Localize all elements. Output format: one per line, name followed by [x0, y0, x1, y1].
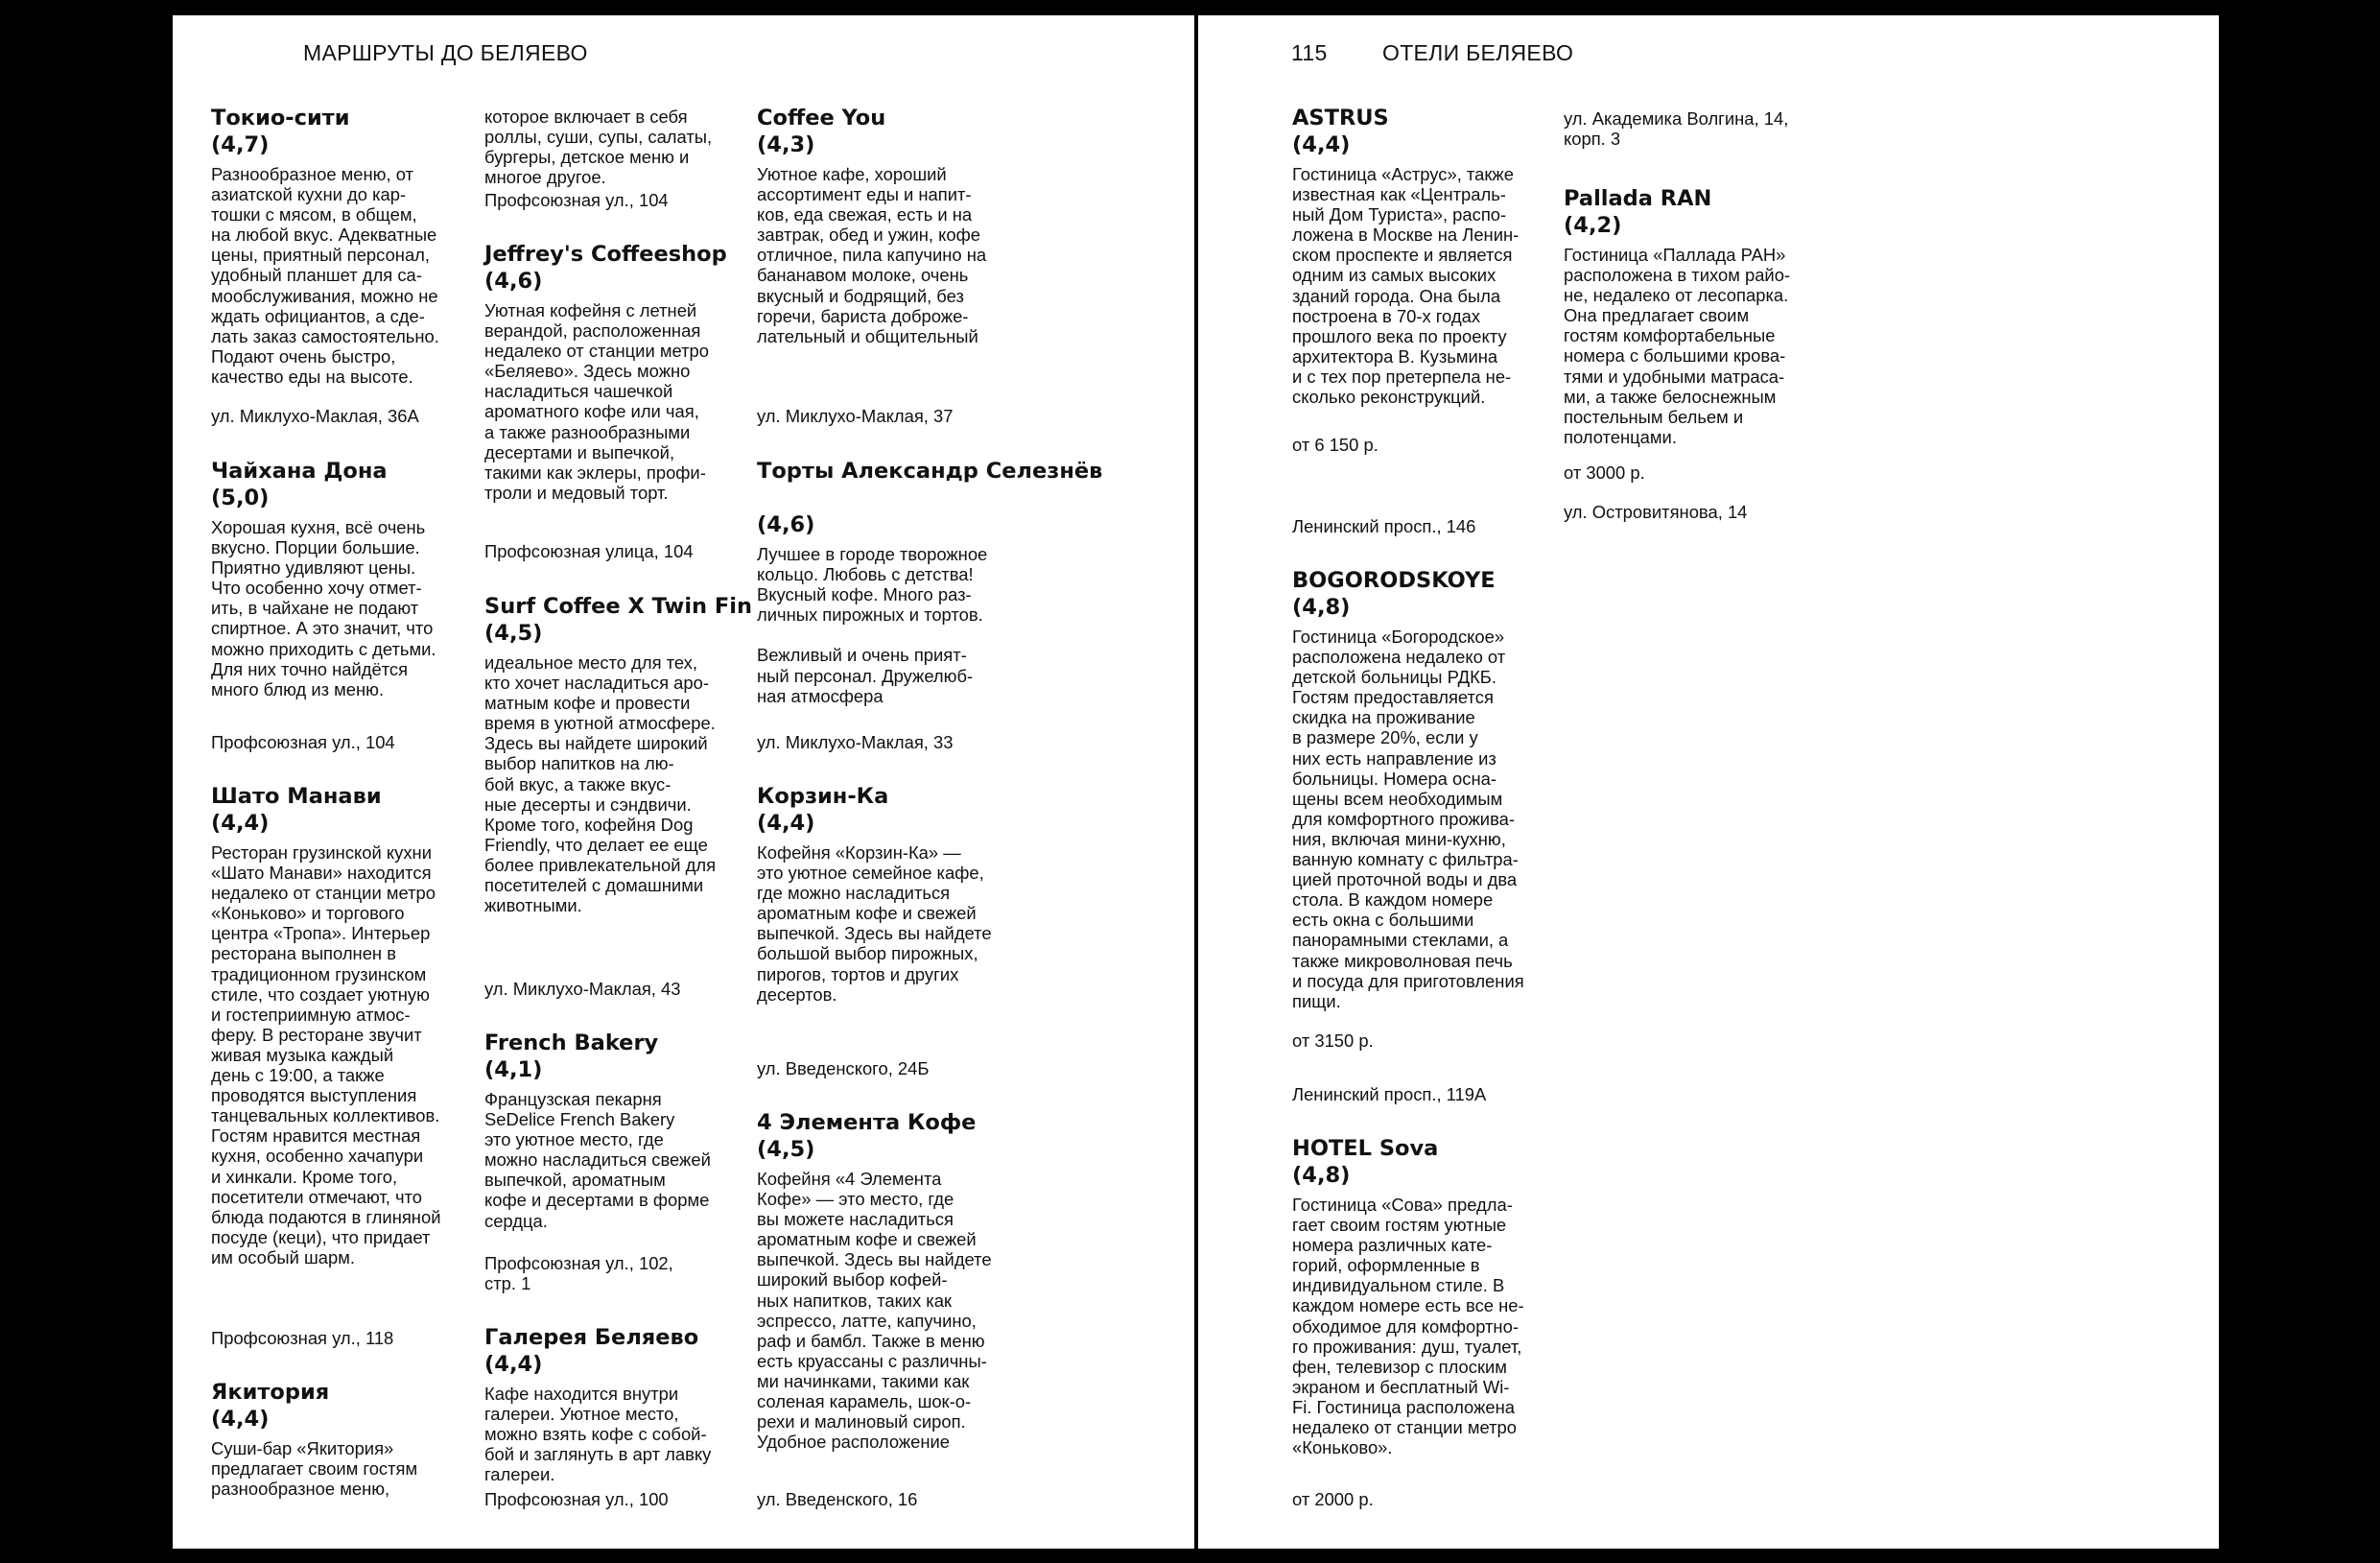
entry-rating: (4,3) [757, 132, 815, 157]
entry-rating: (4,1) [484, 1057, 543, 1082]
entry-title: Галерея Беляево [484, 1325, 699, 1350]
entry-address: Профсоюзная ул., 104 [484, 190, 669, 210]
entry-description: Лучшее в городе творожное кольцо. Любовь с детства! Вкусный кофе. Много раз- личных пирожных и тортов. Вежливый и очень прият- ный персонал. Дружелюб- ная атмосфера [757, 544, 988, 706]
entry-address: ул. Введенского, 16 [757, 1489, 918, 1509]
entry-description: Гостиница «Аструс», также известная как «Централь- ный Дом Туриста», распо- ложена в Москве на Ленин- ском проспекте и является одним из самых высоких зданий города. Она была построена в 70-х годах прошлого века по проекту архитектора В. Кузьмина и с тех пор претерпела не- сколько реконструкций. [1292, 164, 1520, 408]
entry-title: Jeffrey's Coffeeshop [484, 242, 727, 267]
entry-description: Кофейня «Корзин-Ка» — это уютное семейное кафе, где можно насладиться ароматным кофе и свежей выпечкой. Здесь вы найдете большой выбор пирожных, пирогов, тортов и других десертов. [757, 842, 992, 1005]
entry-address: ул. Миклухо-Маклая, 37 [757, 406, 954, 426]
entry-address: Профсоюзная ул., 118 [211, 1328, 394, 1348]
entry-description: Уютное кафе, хороший ассортимент еды и напит- ков, еда свежая, есть и на завтрак, обед и ужин, кофе отличное, пила капучино на бананавом молоке, очень вкусный и бодрящий, без горечи, бариста доброже- лательный и общительный [757, 164, 987, 346]
entry-address: ул. Введенского, 24Б [757, 1058, 930, 1078]
entry-rating: (4,4) [211, 811, 270, 836]
entry-price: от 2000 р. [1292, 1489, 1374, 1509]
right-page [1198, 15, 2219, 1549]
entry-title: 4 Элемента Кофе [757, 1110, 977, 1135]
entry-price: от 6 150 р. [1292, 435, 1379, 455]
entry-address: Ленинский просп., 119А [1292, 1084, 1487, 1104]
entry-address: Ленинский просп., 146 [1292, 516, 1476, 536]
entry-description: Гостиница «Богородское» расположена недалеко от детской больницы РДКБ. Гостям предоставляется скидка на проживание в размере 20%, если у них есть направление из больницы. Номера осна- щены всем необходимым для комфортного прожива- ния, включая мини-кухню, ванную комнату с фильтра- цией проточной воды и два стола. В каждом номере есть окна с большими панорамными стеклами, а также микроволновая печь и посуда для приготовления пищи. [1292, 627, 1524, 1011]
entry-title: Чайхана Дона [211, 459, 388, 484]
entry-description: Гостиница «Паллада РАН» расположена в тихом райо- не, недалеко от лесопарка. Она предлагает своим гостям комфортабельные номера с большими крова- тями и удобными матраса- ми, а также белоснежным постельным бельем и полотенцами. [1564, 245, 1791, 447]
entry-rating: (4,8) [1292, 1163, 1351, 1188]
entry-rating: (4,4) [757, 811, 815, 836]
entry-description: идеальное место для тех, кто хочет насладиться аро- матным кофе и провести время в уютной атмосфере. Здесь вы найдете широкий выбор напитков на лю- бой вкус, а также вкус- ные десерты и сэндвичи. Кроме того, кофейня Dog Friendly, что делает ее еще более привлекательной для посетителей с домашними животными. [484, 652, 717, 916]
entry-title: BOGORODSKOYE [1292, 568, 1496, 593]
entry-price: от 3000 р. [1564, 462, 1645, 483]
entry-rating: (4,4) [484, 1352, 543, 1377]
entry-title: Pallada RAN [1564, 186, 1712, 211]
entry-title: Шато Манави [211, 784, 382, 809]
entry-description: Суши-бар «Якитория» предлагает своим гостям разнообразное меню, [211, 1438, 418, 1500]
entry-title: Якитория [211, 1380, 330, 1405]
entry-rating: (5,0) [211, 485, 270, 510]
entry-price: от 3150 р. [1292, 1030, 1374, 1051]
entry-rating: (4,7) [211, 132, 270, 157]
entry-description: которое включает в себя роллы, суши, супы, салаты, бургеры, детское меню и многое другое. [484, 107, 713, 188]
entry-rating: (4,4) [1292, 132, 1351, 157]
page-header: ОТЕЛИ БЕЛЯЕВО [1382, 40, 1574, 65]
page-number: 115 [1291, 40, 1328, 65]
entry-address: Профсоюзная улица, 104 [484, 541, 694, 561]
entry-address: Профсоюзная ул., 104 [211, 732, 395, 752]
entry-description: Хорошая кухня, всё очень вкусно. Порции большие. Приятно удивляют цены. Что особенно хочу отмет- ить, в чайхане не подают спиртное. А это значит, что можно приходить с детьми. Для них точно найдётся много блюд из меню. [211, 517, 436, 699]
entry-rating: (4,8) [1292, 595, 1351, 620]
entry-description: Уютная кофейня с летней верандой, расположенная недалеко от станции метро «Беляево». Здесь можно насладиться чашечкой ароматного кофе или чая, а также разнообразными десертами и выпечкой, такими как эклеры, профи- троли и медовый торт. [484, 300, 709, 503]
entry-address: ул. Миклухо-Маклая, 43 [484, 979, 681, 999]
entry-rating: (4,6) [484, 269, 543, 294]
entry-address: Профсоюзная ул., 100 [484, 1489, 669, 1509]
entry-rating: (4,2) [1564, 213, 1622, 238]
entry-rating: (4,4) [211, 1407, 270, 1432]
page-header: МАРШРУТЫ ДО БЕЛЯЕВО [303, 40, 588, 65]
entry-rating: (4,5) [757, 1137, 815, 1162]
entry-address: Профсоюзная ул., 102, стр. 1 [484, 1253, 673, 1294]
entry-title: ASTRUS [1292, 106, 1389, 130]
entry-title: Торты Александр Селезнёв [757, 459, 1103, 484]
entry-description: Французская пекарня SeDelice French Bakery это уютное место, где можно насладиться свежей выпечкой, ароматным кофе и десертами в форме сердца. [484, 1089, 711, 1231]
entry-title: Корзин-Ка [757, 784, 889, 809]
entry-description: Кофейня «4 Элемента Кофе» — это место, где вы можете насладиться ароматным кофе и свежей выпечкой. Здесь вы найдете широкий выбор кофей- ных напитков, таких как эспрессо, латте, капучино, раф и бамбл. Также в меню есть круассаны с различны- ми начинками, такими как соленая карамель, шок-о- рехи и малиновый сироп. Удобное расположение [757, 1169, 992, 1453]
entry-rating: (4,6) [757, 512, 815, 537]
entry-title: HOTEL Sova [1292, 1136, 1439, 1161]
left-page [173, 15, 1194, 1549]
entry-address: ул. Островитянова, 14 [1564, 502, 1748, 522]
entry-address: ул. Миклухо-Маклая, 36А [211, 406, 419, 426]
entry-title: Surf Coffee X Twin Fin [484, 594, 752, 619]
entry-description: Кафе находится внутри галереи. Уютное место, можно взять кофе с собой- бой и заглянуть в арт лавку галереи. [484, 1384, 712, 1485]
entry-description: Разнообразное меню, от азиатской кухни до кар- тошки с мясом, в общем, на любой вкус. Адекватные цены, приятный персонал, удобный планшет для са- мообслуживания, можно не ждать официантов, а сде- лать заказ самостоятельно. Подают очень быстро, качество еды на высоте. [211, 164, 439, 387]
entry-rating: (4,5) [484, 621, 543, 646]
entry-address: ул. Академика Волгина, 14, корп. 3 [1564, 108, 1789, 150]
entry-title: French Bakery [484, 1030, 659, 1055]
entry-description: Гостиница «Сова» предла- гает своим гостям уютные номера различных кате- горий, оформленные в индивидуальном стиле. В каждом номере есть все не- обходимое для комфортно- го проживания: душ, туалет, фен, телевизор с плоским экраном и бесплатный Wi- Fi. Гостиница расположена недалеко от станции метро «Коньково». [1292, 1195, 1524, 1458]
entry-title: Coffee You [757, 106, 886, 130]
entry-description: Ресторан грузинской кухни «Шато Манави» находится недалеко от станции метро «Коньково» и торгового центра «Тропа». Интерьер ресторана выполнен в традиционном грузинском стиле, что создает уютную и гостеприимную атмос- феру. В ресторане звучит живая музыка каждый день с 19:00, а также проводятся выступления танцевальных коллективов. Гостям нравится местная кухня, особенно хачапури и хинкали. Кроме того, посетители отмечают, что блюда подаются в глиняной посуде (кеци), что придает им особый шарм. [211, 842, 441, 1267]
entry-title: Токио-сити [211, 106, 350, 130]
entry-address: ул. Миклухо-Маклая, 33 [757, 732, 954, 752]
